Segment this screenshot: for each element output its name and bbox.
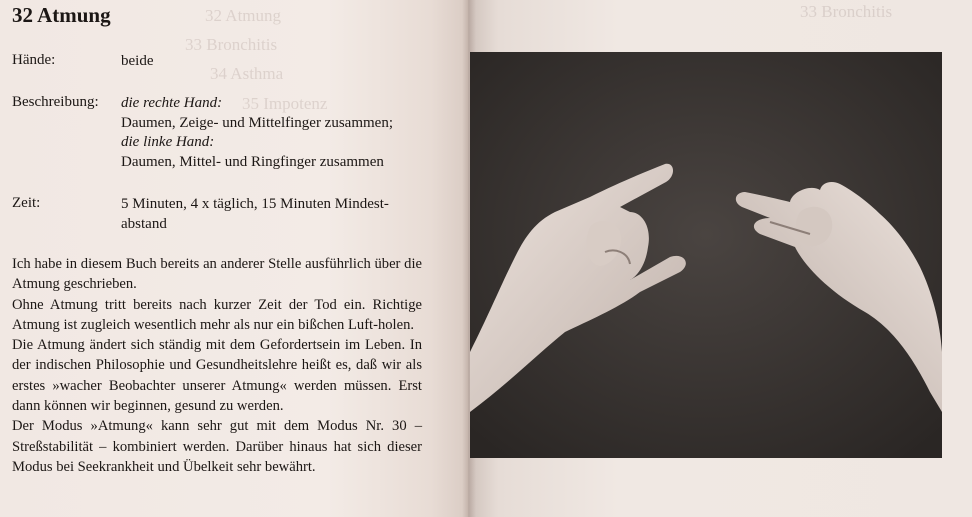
show-through-header: 33 Bronchitis	[800, 2, 893, 21]
beschreibung-label: Beschreibung:	[12, 94, 99, 110]
mudra-hands-photo	[470, 52, 942, 458]
linke-hand-heading: die linke Hand:	[121, 134, 215, 150]
beschreibung-value	[121, 94, 393, 172]
zeit-line-2: abstand	[121, 215, 167, 232]
show-through-text: 33 Bronchitis	[185, 35, 278, 54]
zeit-value	[121, 195, 389, 234]
rechte-hand-text: Daumen, Zeige- und Mittelfinger zusammen;	[121, 114, 393, 131]
paragraph: Ich habe in diesem Buch bereits an anderer Stelle ausführlich über die Atmung geschrieben.	[12, 256, 422, 293]
show-through-text: 32 Atmung	[205, 6, 282, 25]
linke-hand-text: Daumen, Mittel- und Ringfinger zusammen	[121, 153, 384, 170]
show-through-text: 35 Impotenz	[242, 94, 328, 113]
haende-label: Hände:	[12, 52, 56, 68]
haende-value: beide	[121, 53, 154, 69]
rechte-hand-heading: die rechte Hand:	[121, 95, 223, 111]
zeit-line-1: 5 Minuten, 4 x täglich, 15 Minuten Mindest-	[121, 196, 389, 212]
zeit-label: Zeit:	[12, 195, 41, 211]
chapter-title: 32 Atmung	[12, 3, 111, 27]
show-through-text: 34 Asthma	[210, 64, 284, 83]
paragraph: Ohne Atmung tritt bereits nach kurzer Zeit der Tod ein. Richtige Atmung ist zugleich wesentlich mehr als nur ein bißchen Luft-holen.	[12, 296, 422, 333]
body-text	[12, 254, 422, 477]
paragraph: Der Modus »Atmung« kann sehr gut mit dem Modus Nr. 30 – Streßstabilität – kombiniert werden. Darüber hinaus hat sich dieser Modus bei Seekrankheit und Übelkeit sehr bewährt.	[12, 418, 422, 475]
paragraph: Die Atmung ändert sich ständig mit dem Gefordertsein im Leben. In der indischen Philosophie und Gesundheitslehre heißt es, daß wir als erstes »wacher Beobachter unserer Atmung« werden müssen. Erst dann können wir beginnen, gesund zu werden.	[12, 337, 422, 415]
